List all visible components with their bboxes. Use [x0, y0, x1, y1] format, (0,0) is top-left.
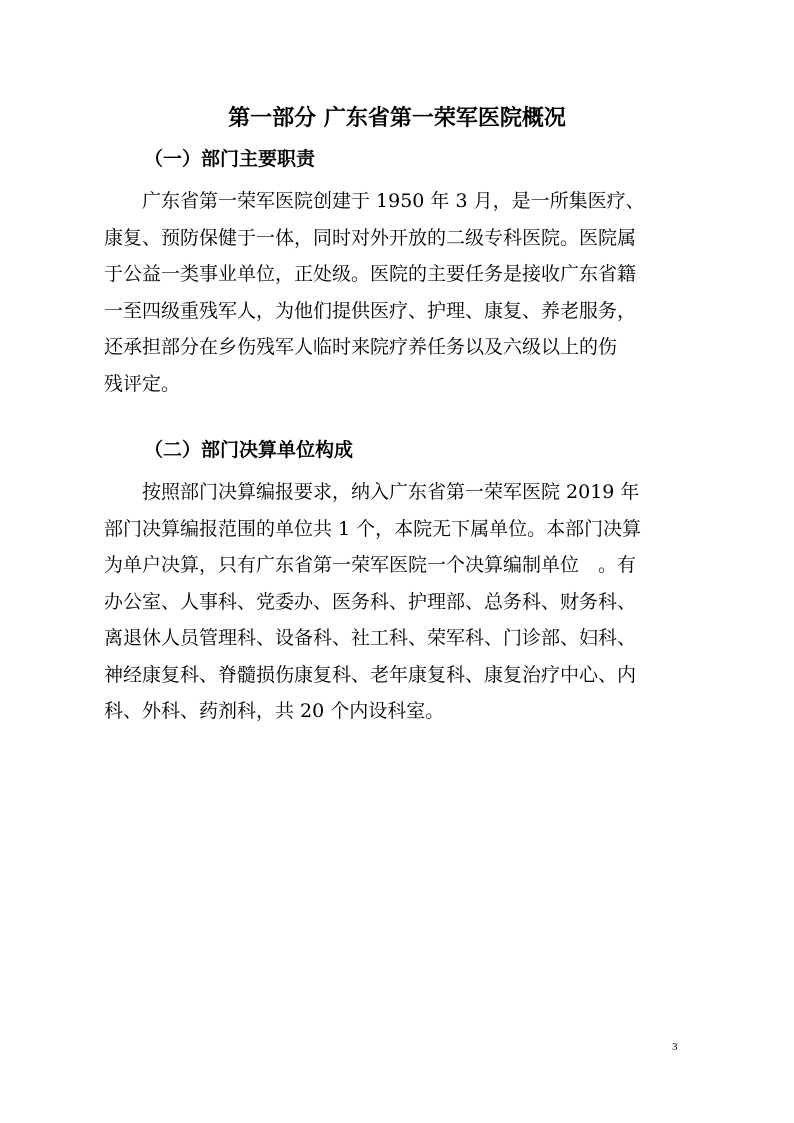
section-heading-unit-composition: （二）部门决算单位构成 — [144, 439, 354, 461]
paragraph-line: 残评定。 — [104, 372, 181, 395]
unit-composition-paragraph — [104, 474, 694, 730]
paragraph-line: 离退休人员管理科、设备科、社工科、荣军科、门诊部、妇科、 — [104, 627, 637, 649]
paragraph-line: 广东省第一荣军医院创建于 1950 年 3 月，是一所集医疗、 — [104, 190, 645, 212]
paragraph-line: 办公室、人事科、党委办、医务科、护理部、总务科、财务科、 — [104, 590, 637, 613]
section-heading-responsibilities: （一）部门主要职责 — [144, 148, 316, 170]
page-number: 3 — [672, 1041, 678, 1053]
responsibilities-paragraph — [104, 183, 694, 402]
paragraph-line: 一至四级重残军人，为他们提供医疗、护理、康复、养老服务， — [104, 299, 637, 322]
paragraph-line: 还承担部分在乡伤残军人临时来院疗养任务以及六级以上的伤 — [104, 336, 618, 358]
paragraph-line: 康复、预防保健于一体，同时对外开放的二级专科医院。医院属 — [104, 226, 637, 249]
paragraph-line: 于公益一类事业单位，正处级。医院的主要任务是接收广东省籍 — [104, 263, 637, 285]
paragraph-line: 按照部门决算编报要求，纳入广东省第一荣军医院 2019 年 — [104, 481, 640, 503]
page-title: 第一部分 广东省第一荣军医院概况 — [228, 106, 566, 131]
paragraph-line: 部门决算编报范围的单位共 1 个，本院无下属单位。本部门决算 — [104, 517, 642, 540]
paragraph-line: 科、外科、药剂科，共 20 个内设科室。 — [104, 700, 445, 722]
paragraph-line: 神经康复科、脊髓损伤康复科、老年康复科、康复治疗中心、内 — [104, 663, 637, 686]
paragraph-line: 为单户决算，只有广东省第一荣军医院一个决算编制单位 。有 — [104, 554, 637, 576]
